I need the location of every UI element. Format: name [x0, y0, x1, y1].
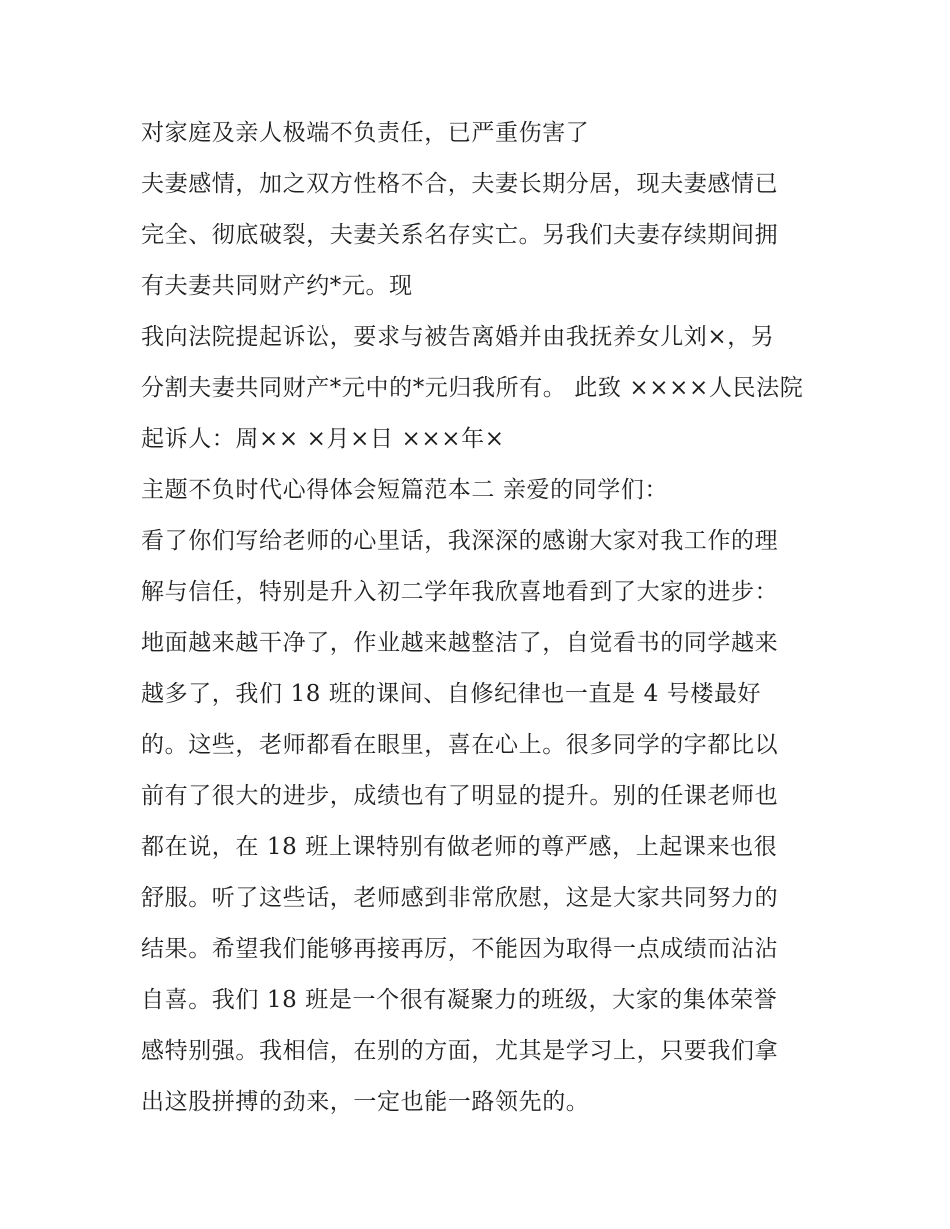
text-line: 我向法院提起诉讼，要求与被告离婚并由我抚养女儿刘×，另: [141, 324, 775, 350]
text-line: 解与信任，特别是升入初二学年我欣喜地看到了大家的进步：: [141, 579, 779, 605]
text-line: 起诉人：周×× ×月×日 ×××年×: [141, 426, 505, 452]
text-line: 对家庭及亲人极端不负责任，已严重伤害了: [141, 120, 590, 146]
text-line: 出这股拼搏的劲来，一定也能一路领先的。: [141, 1089, 590, 1115]
text-line: 越多了，我们 18 班的课间、自修纪律也一直是 4 号楼最好: [141, 681, 762, 707]
section-heading: 主题不负时代心得体会短篇范本二 亲爱的同学们：: [141, 477, 669, 503]
text-line: 分割夫妻共同财产*元中的*元归我所有。 此致 ××××人民法院: [141, 375, 804, 401]
text-line: 自喜。我们 18 班是一个很有凝聚力的班级，大家的集体荣誉: [141, 987, 778, 1013]
document-body: [141, 108, 831, 1128]
text-line: 夫妻感情，加之双方性格不合，夫妻长期分居，现夫妻感情已: [141, 171, 779, 197]
text-line: 地面越来越干净了，作业越来越整洁了，自觉看书的同学越来: [141, 630, 779, 656]
text-line: 结果。希望我们能够再接再厉，不能因为取得一点成绩而沾沾: [141, 936, 779, 962]
text-line: 有夫妻共同财产约*元。现: [141, 273, 413, 299]
text-line: 都在说，在 18 班上课特别有做老师的尊严感，上起课来也很: [141, 834, 778, 860]
text-line: 感特别强。我相信，在别的方面，尤其是学习上，只要我们拿: [141, 1038, 779, 1064]
text-line: 完全、彻底破裂，夫妻关系名存实亡。另我们夫妻存续期间拥: [141, 222, 779, 248]
text-line: 看了你们写给老师的心里话，我深深的感谢大家对我工作的理: [141, 528, 779, 554]
text-line: 的。这些，老师都看在眼里，喜在心上。很多同学的字都比以: [141, 732, 779, 758]
text-line: 前有了很大的进步，成绩也有了明显的提升。别的任课老师也: [141, 783, 779, 809]
text-line: 舒服。听了这些话，老师感到非常欣慰，这是大家共同努力的: [141, 885, 779, 911]
